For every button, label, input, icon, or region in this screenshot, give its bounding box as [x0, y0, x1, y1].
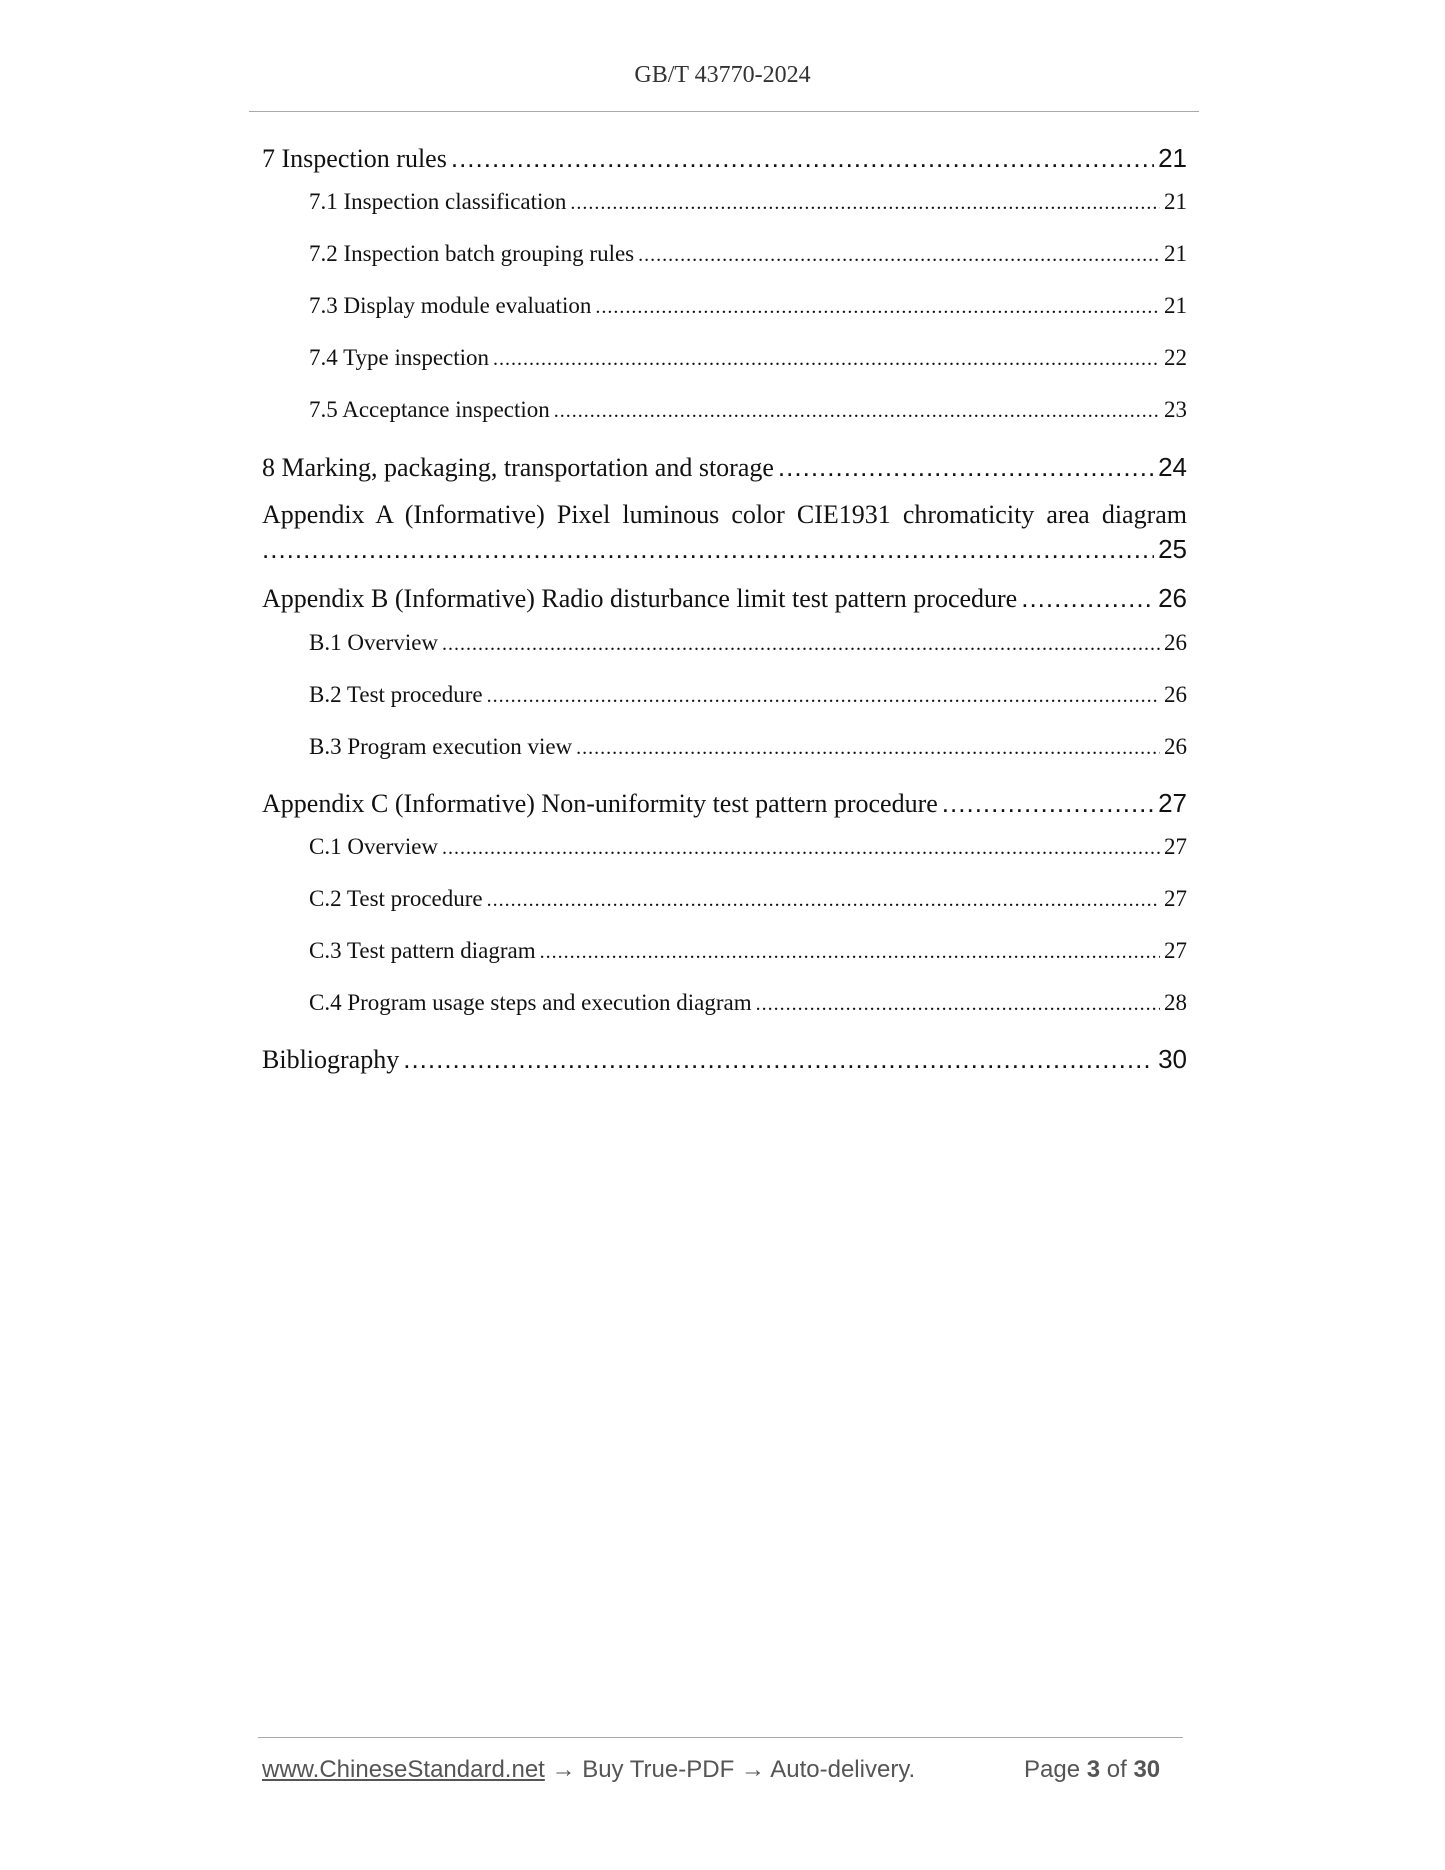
- page-total: 30: [1133, 1756, 1161, 1783]
- toc-entry-label: Appendix B (Informative) Radio disturbance limit test pattern procedure: [262, 584, 1018, 613]
- toc-entry-label: C.2 Test procedure: [309, 886, 483, 911]
- toc-entry-b-2[interactable]: [309, 682, 1187, 708]
- toc-entry-page: 27: [1164, 834, 1187, 859]
- toc-entry-c-4[interactable]: [309, 990, 1187, 1016]
- dot-leader: [487, 685, 1160, 708]
- of-word: of: [1106, 1756, 1127, 1783]
- toc-entry-appendix-c[interactable]: [262, 788, 1187, 819]
- site-link[interactable]: www.ChineseStandard.net: [262, 1756, 545, 1783]
- toc-entry-page: 26: [1164, 682, 1187, 707]
- toc-entry-label: 7.1 Inspection classification: [309, 189, 567, 214]
- dot-leader: [493, 348, 1160, 371]
- toc-entry-page: 22: [1164, 345, 1187, 370]
- toc-entry-page: 23: [1164, 397, 1187, 422]
- toc-entry-label: 7.3 Display module evaluation: [309, 293, 592, 318]
- toc-entry-label: 7.5 Acceptance inspection: [309, 397, 550, 422]
- toc-entry-7-5[interactable]: [309, 397, 1187, 423]
- toc-entry-b-3[interactable]: [309, 734, 1187, 760]
- dot-leader: [554, 400, 1160, 423]
- toc-entry-label: 8 Marking, packaging, transportation and storage: [262, 453, 774, 482]
- dot-leader: [442, 633, 1160, 656]
- toc-entry-page: 28: [1164, 990, 1187, 1015]
- toc-entry-appendix-b[interactable]: [262, 583, 1187, 614]
- delivery-text: Auto-delivery.: [770, 1756, 916, 1783]
- dot-leader: [451, 143, 1154, 174]
- dot-leader: [778, 452, 1154, 483]
- toc-entry-page: 26: [1158, 583, 1187, 613]
- toc-entry-page: 25: [1158, 534, 1187, 564]
- dot-leader: [576, 737, 1160, 760]
- toc-entry-page: 26: [1164, 734, 1187, 759]
- toc-entry-7-2[interactable]: [309, 241, 1187, 267]
- toc-entry-7-3[interactable]: [309, 293, 1187, 319]
- toc-entry-b-1[interactable]: [309, 630, 1187, 656]
- dot-leader: [595, 296, 1160, 319]
- toc-entry-7[interactable]: [262, 143, 1187, 174]
- toc-entry-c-2[interactable]: [309, 886, 1187, 912]
- dot-leader: [756, 993, 1160, 1016]
- toc-entry-c-3[interactable]: [309, 938, 1187, 964]
- buy-text: Buy True-PDF: [582, 1756, 735, 1783]
- header-rule: [249, 111, 1199, 112]
- dot-leader: [638, 244, 1160, 267]
- toc-entry-label: 7 Inspection rules: [262, 144, 447, 173]
- toc-entry-label: 7.2 Inspection batch grouping rules: [309, 241, 635, 266]
- toc-entry-page: 24: [1158, 452, 1187, 482]
- toc-entry-page: 27: [1164, 886, 1187, 911]
- toc-entry-bibliography[interactable]: [262, 1044, 1187, 1075]
- page-word: Page: [1024, 1756, 1081, 1783]
- arrow-right-icon: →: [551, 1756, 576, 1783]
- footer-rule: [258, 1737, 1183, 1738]
- dot-leader: [262, 534, 1154, 565]
- toc-entry-8[interactable]: [262, 452, 1187, 483]
- toc-entry-page: 27: [1158, 788, 1187, 818]
- arrow-right-icon: →: [740, 1756, 765, 1783]
- dot-leader: [487, 889, 1160, 912]
- page-counter: [1024, 1756, 1160, 1784]
- toc-entry-page: 30: [1158, 1044, 1187, 1074]
- dot-leader: [570, 192, 1160, 215]
- toc-entry-label: Bibliography: [262, 1045, 400, 1074]
- toc-entry-page: 26: [1164, 630, 1187, 655]
- toc-entry-label: B.3 Program execution view: [309, 734, 573, 759]
- dot-leader: [403, 1044, 1154, 1075]
- toc-entry-appendix-a-title[interactable]: Appendix A (Informative) Pixel luminous color CIE1931 chromaticity area diagram: [262, 500, 1187, 529]
- dot-leader: [942, 788, 1154, 819]
- dot-leader: [442, 837, 1160, 860]
- dot-leader: [1021, 583, 1154, 614]
- toc-entry-page: 21: [1158, 143, 1187, 173]
- toc-entry-label: B.1 Overview: [309, 630, 439, 655]
- toc-entry-label: 7.4 Type inspection: [309, 345, 490, 370]
- toc-entry-c-1[interactable]: [309, 834, 1187, 860]
- toc-entry-page: 21: [1164, 189, 1187, 214]
- page-current: 3: [1086, 1756, 1101, 1783]
- toc-entry-page: 21: [1164, 293, 1187, 318]
- toc-entry-label: B.2 Test procedure: [309, 682, 483, 707]
- toc-entry-page: 27: [1164, 938, 1187, 963]
- toc-entry-label: Appendix C (Informative) Non-uniformity test pattern procedure: [262, 789, 938, 818]
- toc-entry-label: C.4 Program usage steps and execution diagram: [309, 990, 752, 1015]
- toc-entry-label: C.3 Test pattern diagram: [309, 938, 536, 963]
- page-footer: [262, 1756, 1182, 1784]
- running-header: GB/T 43770-2024: [634, 62, 811, 88]
- toc-entry-label: C.1 Overview: [309, 834, 439, 859]
- toc-entry-7-1[interactable]: [309, 189, 1187, 215]
- toc-entry-7-4[interactable]: [309, 345, 1187, 371]
- toc-entry-appendix-a[interactable]: [262, 534, 1187, 565]
- toc-entry-page: 21: [1164, 241, 1187, 266]
- dot-leader: [540, 941, 1160, 964]
